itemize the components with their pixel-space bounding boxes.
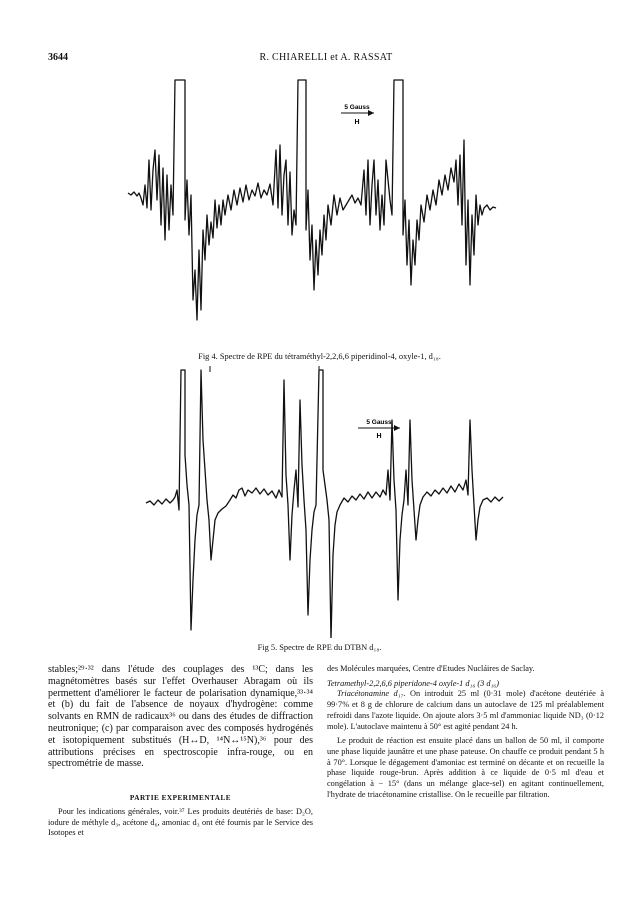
figure-4-caption: Fig 4. Spectre de RPE du tétraméthyl-2,2,6,6 piperidinol-4, oxyle-1, d₁₈. bbox=[198, 352, 441, 361]
compound-heading: Tetramethyl-2,2,6,6 piperidone-4 oxyle-1 d₁₆ (3 d₁₆) bbox=[327, 678, 500, 688]
page-header bbox=[48, 52, 604, 68]
scale-label: 5 Gauss bbox=[344, 104, 370, 111]
figure-5 bbox=[0, 360, 639, 638]
section-title: PARTIE EXPERIMENTALE bbox=[129, 794, 232, 803]
procedure-text: On introduit 25 ml (0·31 mole) d'acétone deutériée à 99·7% et 8 g de chlorure de calcium dans un autoclave de 125 ml préalablement refroidi dans l'azote liquide. On ajoute alors 3·5 ml d'ammoniac liquide ND₃ (0·12 mole). L'autoclave maintenu à 50° est agité pendant 24 h. bbox=[327, 689, 604, 731]
right-column bbox=[327, 664, 604, 800]
scale-label: 5 Gauss bbox=[366, 419, 392, 426]
running-head: R. CHIARELLI et A. RASSAT bbox=[259, 52, 393, 63]
procedure-paragraph-2: Le produit de réaction est ensuite placé dans un ballon de 50 ml, il comporte une phase liquide jaunâtre et une phase pateuse. On chauffe ce produit pendant 5 h à 70°. Lorsque le dégagement d'amoniac est terminé on décante et on recueille la phase liquide rouge-brun. Après addition à ce liquide de 0·5 ml d'eau et congélation à − 15° (dans un mélange glace-sel) en agitant continuellement, l'hydrate de triacétonamine cristallise. On le recueille par filtration. bbox=[327, 736, 604, 799]
subheading: Triacétonamine d₁₇. bbox=[337, 689, 406, 699]
epr-trace-fig4 bbox=[128, 80, 496, 320]
page-number: 3644 bbox=[48, 52, 68, 63]
field-label: H bbox=[354, 119, 360, 126]
figure-4 bbox=[0, 74, 639, 346]
figure-5-caption: Fig 5. Spectre de RPE du DTBN d₁₈. bbox=[257, 643, 382, 652]
continuation-paragraph: des Molécules marquées, Centre d'Etudes Nucláires de Saclay. bbox=[327, 664, 535, 673]
procedure-paragraph-1 bbox=[327, 689, 604, 732]
field-label: H bbox=[376, 433, 382, 440]
figure-5-spectrum bbox=[0, 360, 639, 638]
section-paragraph: Pour les indications générales, voir.³⁷ Les produits deutériés de base: D₂O, iodure de méthyle d₃, acétone d₆, amoniac d₃ ont été fournis par le Service des Isotopes et bbox=[48, 806, 313, 838]
body-paragraph: stables;²⁹·³² dans l'étude des couplages des ¹³C; dans les magnétomètres basés sur l'effet Overhauser Abragam où ils permettent d'améliorer le facteur de polarisation dynamique,³³·³⁴ et (b) du fait de l'absence de noyaux d'hydrogène: comme solvants en RMN de radicaux³⁶ ou dans des études de diffraction neutronique; (c) par comparaison avec des composés hydrogénés et isotopiquement substitués (H↔D, ¹⁴N↔¹⁵N),³⁶ pour des attributions précises en spectroscopie infra-rouge, ou en spectrométrie de masse. bbox=[48, 664, 313, 770]
figure-4-spectrum bbox=[0, 74, 639, 346]
arrow-head-icon bbox=[394, 425, 400, 431]
left-column bbox=[48, 664, 313, 839]
epr-trace-fig5 bbox=[146, 370, 503, 638]
